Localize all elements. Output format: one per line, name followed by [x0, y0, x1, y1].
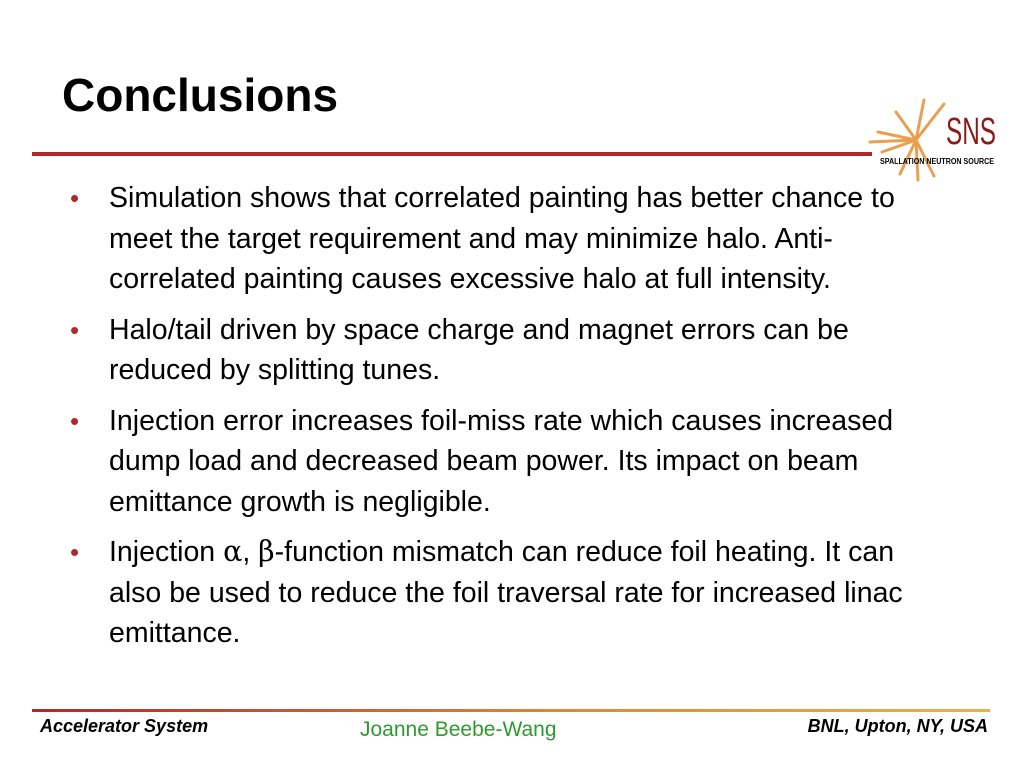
- bullet-item: [68, 401, 908, 523]
- sunburst-icon: [870, 100, 944, 180]
- sns-logo: [868, 94, 998, 190]
- logo-text: SNS: [946, 111, 996, 153]
- bullet-icon: •: [70, 405, 80, 436]
- bullet-text: Injection error increases foil-miss rate which causes increased dump load and decreased beam power. Its impact on beam emittance growth is negligible.: [109, 404, 894, 518]
- bullet-item: [68, 178, 908, 300]
- bullet-icon: •: [70, 537, 80, 567]
- bullet-list: [68, 178, 908, 664]
- footer-author: Joanne Beebe-Wang: [360, 718, 557, 741]
- bullet-icon: •: [70, 183, 80, 213]
- symbol-separator: ,: [242, 536, 259, 568]
- bullet-icon: •: [70, 314, 80, 345]
- bullet-text-post: -function mismatch can reduce foil heating. It can also be used to reduce the foil traversal rate for increased linac emittance.: [109, 536, 903, 649]
- bullet-text-pre: Injection: [109, 536, 224, 568]
- bullet-text: Simulation shows that correlated painting has better chance to meet the target requirement and may minimize halo. Anti-correlated painting causes excessive halo at full intensity.: [109, 182, 895, 295]
- title-underline: [32, 152, 872, 156]
- bullet-item: [68, 310, 908, 391]
- beta-symbol: β: [258, 535, 275, 568]
- footer-right-label: BNL, Upton, NY, USA: [807, 716, 988, 736]
- bullet-item: [68, 532, 908, 654]
- slide-title: Conclusions: [62, 69, 339, 121]
- footer-rule: [32, 709, 990, 712]
- logo-subtitle: SPALLATION NEUTRON SOURCE: [880, 157, 995, 166]
- alpha-symbol: α: [223, 535, 243, 568]
- bullet-text: [109, 536, 903, 649]
- footer-left-label: Accelerator System: [40, 716, 209, 736]
- bullet-text: Halo/tail driven by space charge and magnet errors can be reduced by splitting tunes.: [109, 313, 849, 386]
